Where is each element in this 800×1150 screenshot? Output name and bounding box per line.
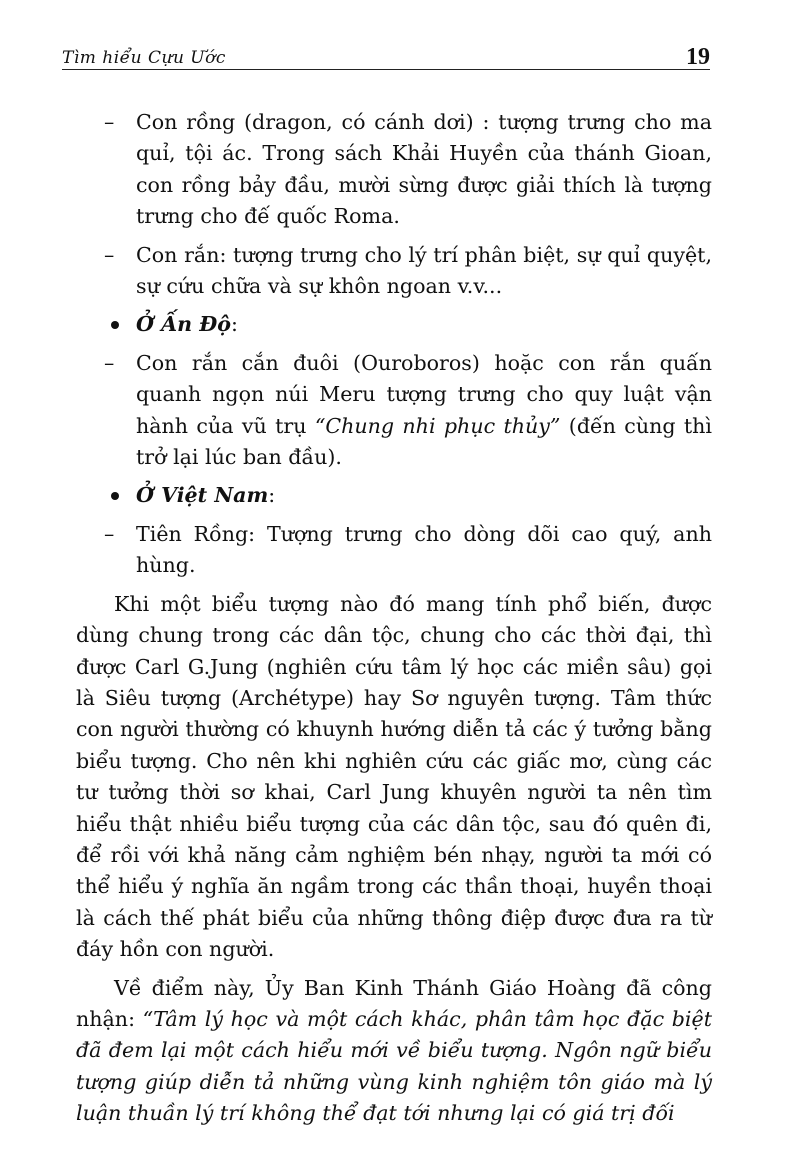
item-italic-phrase: “Chung nhi phục thủy” xyxy=(314,413,561,438)
paragraph-archetype: Khi một biểu tượng nào đó mang tính phổ biến, được dùng chung trong các dân tộc, chung cho các thời đại, thì được Carl G.Jung (nghiên cứu tâm lý học các miền sâu) gọi là Siêu tượng (Archétype) hay Sơ nguyên tượng. Tâm thức con người thường có khuynh hướng diễn tả các ý tưởng bằng biểu tượng. Cho nên khi nghiên cứu các giấc mơ, cùng các tư tưởng thời sơ khai, Carl Jung khuyên người ta nên tìm hiểu thật nhiều biểu tượng của các dân tộc, sau đó quên đi, để rồi với khả năng cảm nghiệm bén nhạy, người ta mới có thể hiểu ý nghĩa ăn ngầm trong các thần thoại, huyền thoại là cách thế phát biểu của những thông điệp được đưa ra từ đáy hồn con người. xyxy=(76,591,712,962)
bullet-label: Ở Việt Nam xyxy=(136,483,269,508)
item-text-end: (đến cùng thì trở lại lúc ban đầu). xyxy=(136,413,712,470)
bullet-colon: : xyxy=(230,312,238,337)
item-text: Tiên Rồng: Tượng trưng cho dòng dõi cao quý, anh hùng. xyxy=(136,521,712,578)
item-text: Con rồng (dragon, có cánh dơi) : tượng trưng cho ma quỉ, tội ác. Trong sách Khải Huyền của thánh Gioan, con rồng bảy đầu, mười sừng được giải thích là tượng trưng cho đế quốc Roma. xyxy=(136,110,712,229)
list-item-ouroboros xyxy=(76,348,712,474)
dash-marker: – xyxy=(104,350,115,375)
header-rule xyxy=(62,69,710,70)
running-header xyxy=(62,44,710,72)
page-body xyxy=(76,107,712,1137)
bullet-dot xyxy=(111,492,119,500)
list-item-dragon xyxy=(76,107,712,233)
book-title: Tìm hiểu Cựu Ước xyxy=(62,48,226,68)
page-number: 19 xyxy=(686,44,710,70)
dash-marker: – xyxy=(104,110,115,134)
list-item-snake xyxy=(76,240,712,303)
paragraph-quote: “Tâm lý học và một cách khác, phân tâm học đặc biệt đã đem lại một cách hiểu mới về biểu tượng. Ngôn ngữ biểu tượng giúp diễn tả những vùng kinh nghiệm tôn giáo mà lý luận thuần lý trí không thể đạt tới nhưng lại có giá trị đối xyxy=(76,1006,712,1126)
bullet-colon: : xyxy=(268,483,276,508)
bullet-label: Ở Ấn Độ xyxy=(136,312,231,337)
paragraph-commission xyxy=(76,973,712,1130)
dash-marker: – xyxy=(104,242,115,267)
item-text: Con rắn: tượng trưng cho lý trí phân biệt, sự quỉ quyệt, sự cứu chữa và sự khôn ngoan v.v... xyxy=(136,242,712,299)
bullet-dot xyxy=(111,321,119,329)
item-text: Con rắn cắn đuôi (Ouroboros) hoặc con rắn quấn quanh ngọn núi Meru tượng trưng cho quy luật vận hành của vũ trụ xyxy=(136,350,712,438)
bullet-india xyxy=(76,309,712,340)
paragraph-text: Về điểm này, Ủy Ban Kinh Thánh Giáo Hoàng đã công nhận: xyxy=(76,975,712,1031)
bullet-vietnam xyxy=(76,480,712,511)
dash-marker: – xyxy=(104,521,115,546)
list-item-tien-rong xyxy=(76,519,712,582)
